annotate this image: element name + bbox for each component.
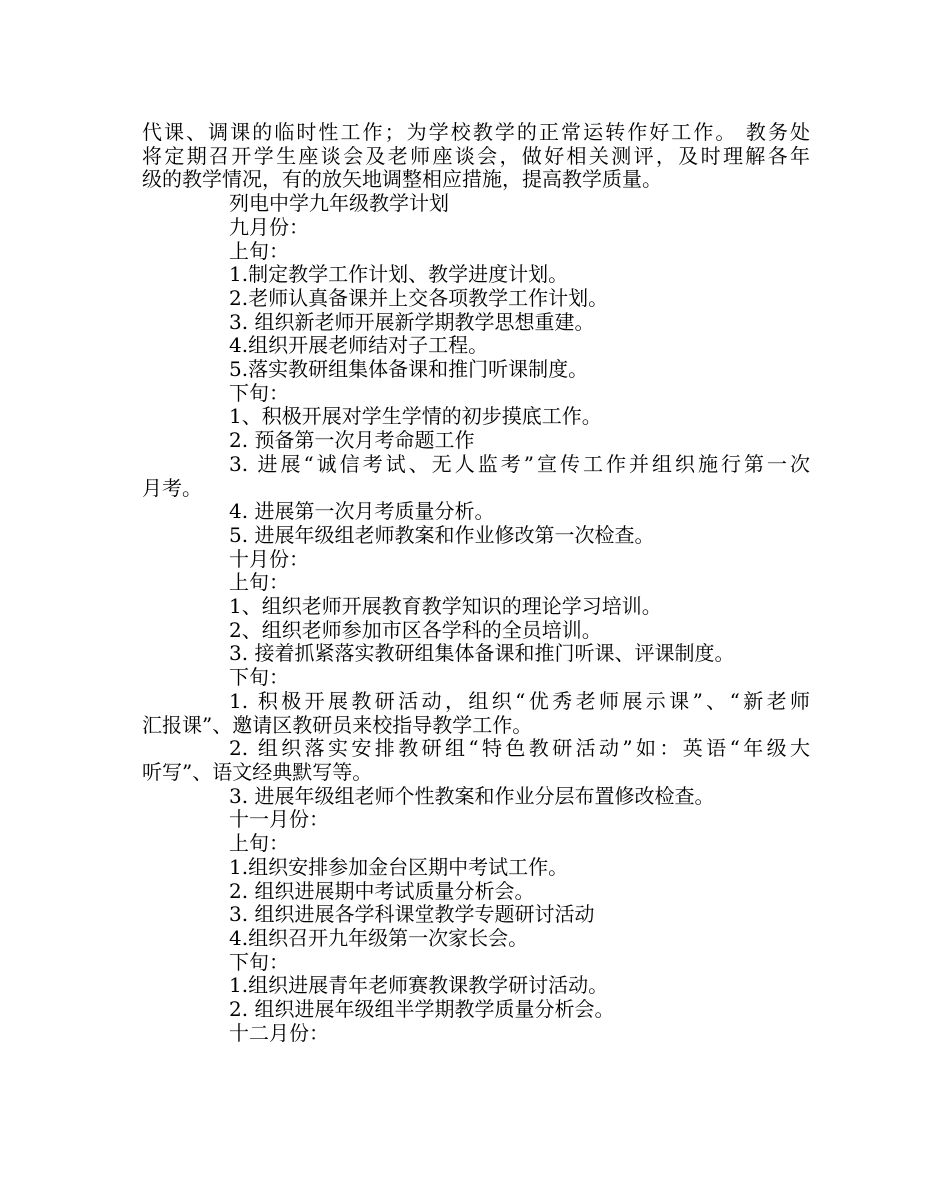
month-heading-nov: 十一月份： (229, 807, 329, 832)
list-item: 3. 接着抓紧落实教研组集体备课和推门听课、评课制度。 (229, 641, 735, 666)
list-item: 1.制定教学工作计划、教学进度计划。 (229, 262, 569, 287)
month-heading-dec: 十二月份： (229, 1020, 329, 1045)
list-item: 3. 组织新老师开展新学期教学思想重建。 (229, 309, 595, 334)
list-item-continuation: 月考。 (142, 475, 202, 500)
period-heading-late: 下旬： (229, 949, 289, 974)
list-item: 3. 进展年级组老师个性教案和作业分层布置修改检查。 (229, 783, 715, 808)
list-item: 2. 组织进展期中考试质量分析会。 (229, 878, 535, 903)
intro-line: 级的教学情况，有的放矢地调整相应措施，提高教学质量。 (142, 167, 662, 192)
period-heading-late: 下旬： (229, 380, 289, 405)
list-item: 2. 组织落实安排教研组“特色教研活动”如：英语“年级大 (229, 736, 810, 761)
list-item-continuation: 听写”、语文经典默写等。 (142, 759, 373, 784)
list-item: 2. 组织进展年级组半学期教学质量分析会。 (229, 997, 615, 1022)
list-item: 4. 进展第一次月考质量分析。 (229, 499, 495, 524)
list-item: 5.落实教研组集体备课和推门听课制度。 (229, 357, 589, 382)
period-heading-early: 上旬： (229, 570, 289, 595)
list-item: 2、组织老师参加市区各学科的全员培训。 (229, 617, 602, 642)
list-item-continuation: 汇报课”、邀请区教研员来校指导教学工作。 (142, 712, 533, 737)
period-heading-early: 上旬： (229, 238, 289, 263)
list-item: 5. 进展年级组老师教案和作业修改第一次检查。 (229, 522, 655, 547)
list-item: 4.组织召开九年级第一次家长会。 (229, 925, 529, 950)
list-item: 2. 预备第一次月考命题工作 (229, 428, 475, 453)
list-item: 1、积极开展对学生学情的初步摸底工作。 (229, 404, 602, 429)
month-heading-oct: 十月份： (229, 546, 309, 571)
intro-line: 将定期召开学生座谈会及老师座谈会，做好相关测评，及时理解各年 (142, 143, 810, 168)
intro-line: 代课、调课的临时性工作；为学校教学的正常运转作好工作。 教务处 (142, 120, 810, 144)
list-item: 1. 积极开展教研活动，组织“优秀老师展示课”、“新老师 (229, 688, 810, 713)
list-item: 1.组织安排参加金台区期中考试工作。 (229, 854, 569, 879)
period-heading-late: 下旬： (229, 665, 289, 690)
period-heading-early: 上旬： (229, 831, 289, 856)
document-title: 列电中学九年级教学计划 (229, 191, 449, 216)
month-heading-sep: 九月份： (229, 214, 309, 239)
list-item: 1.组织进展青年老师赛教课教学研讨活动。 (229, 973, 609, 998)
list-item: 2.老师认真备课并上交各项教学工作计划。 (229, 285, 609, 310)
document-page (142, 121, 810, 1045)
list-item: 3. 组织进展各学科课堂教学专题研讨活动 (229, 902, 595, 927)
list-item: 4.组织开展老师结对子工程。 (229, 333, 489, 358)
list-item: 1、组织老师开展教育教学知识的理论学习培训。 (229, 594, 662, 619)
list-item: 3. 进展“诚信考试、无人监考”宣传工作并组织施行第一次 (229, 451, 810, 476)
